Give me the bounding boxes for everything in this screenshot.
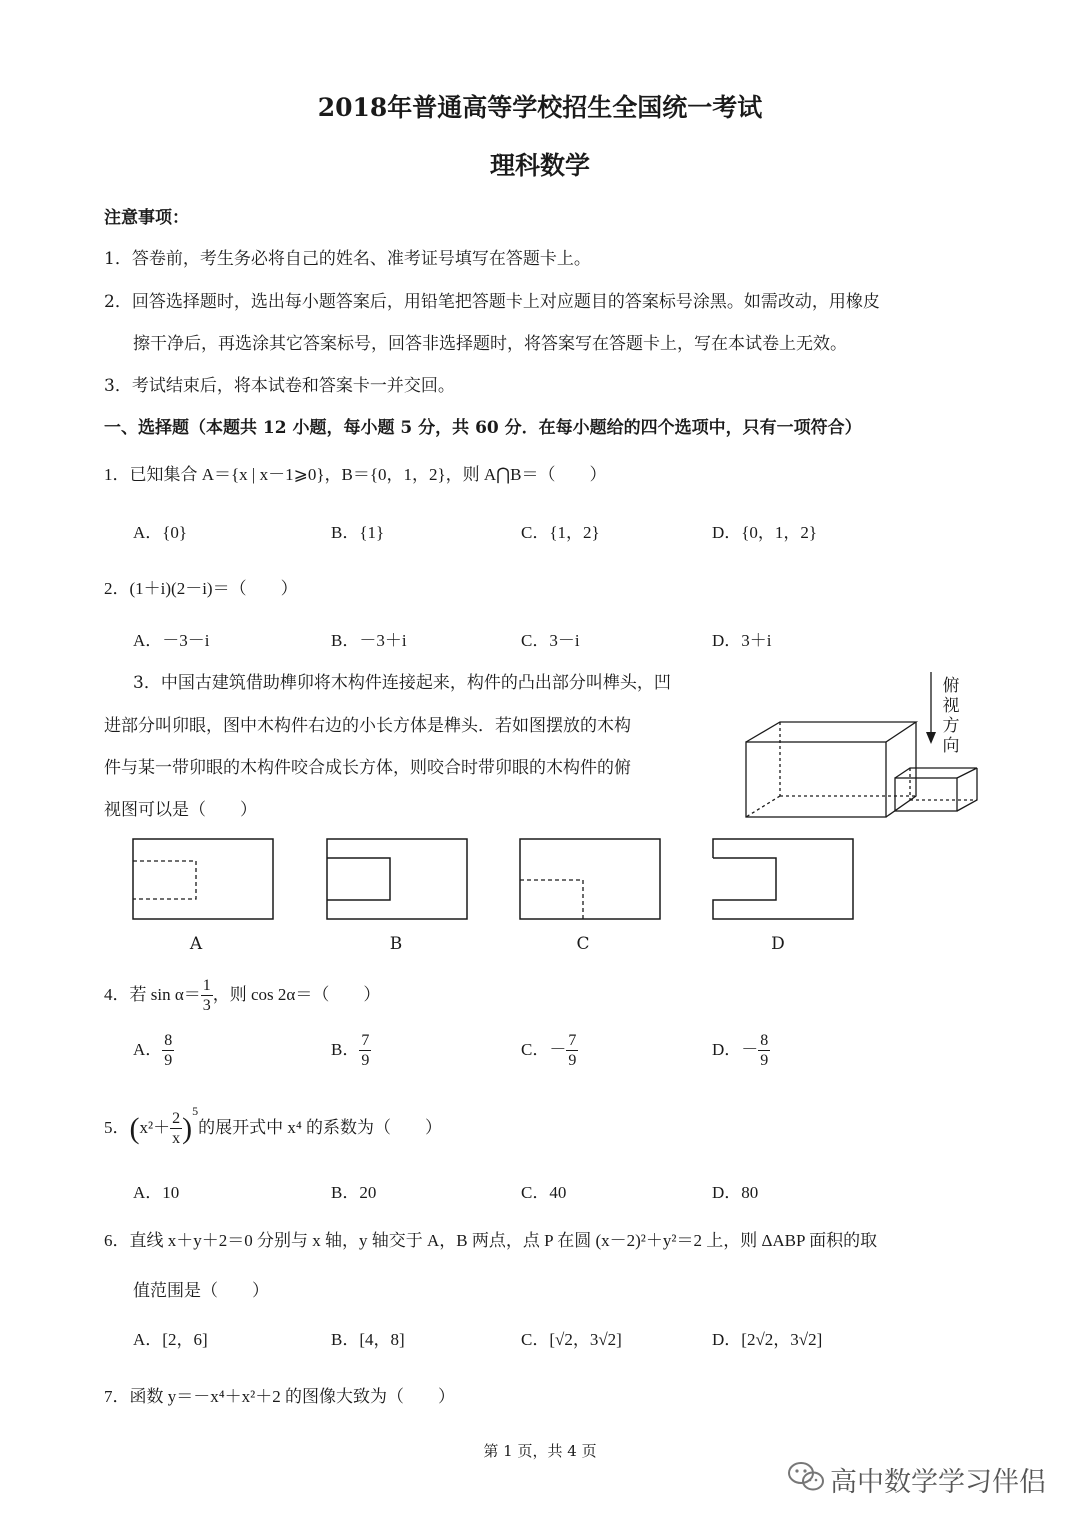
- q1-option-d: D．{0，1，2}: [712, 523, 818, 542]
- q4-option-b-num: 7: [361, 1032, 370, 1049]
- q2-option-d: D．3＋i: [712, 631, 772, 650]
- q3-line-1: 3．中国古建筑借助榫卯将木构件连接起来，构件的凸出部分叫榫头，凹: [133, 673, 671, 693]
- q4-suffix: ，则 cos 2α＝（ ）: [212, 984, 381, 1004]
- watermark-text: 高中数学学习伴侣: [830, 1467, 1046, 1498]
- q5-option-a: A．10: [133, 1183, 180, 1202]
- view-option-c-figure: [517, 836, 665, 924]
- q4-option-c-label: C．: [521, 1039, 550, 1059]
- q3-line-3: 件与某一带卯眼的木构件咬合成长方体，则咬合时带卯眼的木构件的俯: [104, 758, 631, 778]
- note-item-2: 2．回答选择题时，选出每小题答案后，用铅笔把答题卡上对应题目的答案标号涂黑。如需改动，用橡皮: [104, 292, 880, 312]
- view-option-d-figure: [710, 836, 858, 924]
- page-footer: 第 1 页，共 4 页: [483, 1442, 597, 1460]
- note-item-1: 1．答卷前，考生务必将自己的姓名、准考证号填写在答题卡上。: [104, 249, 591, 269]
- q5-option-b: B．20: [331, 1183, 377, 1202]
- q4-option-c: [521, 1033, 578, 1069]
- view-label-b: B: [389, 934, 403, 954]
- q4-option-d-num: 8: [760, 1032, 769, 1049]
- q1-option-b: B．{1}: [331, 523, 385, 542]
- q4-option-c-num: 7: [568, 1032, 577, 1049]
- q4-option-a-den: 9: [164, 1052, 173, 1069]
- q4-stem: [104, 978, 380, 1014]
- q4-option-c-sign: －: [549, 1039, 567, 1059]
- note-item-2-cont: 擦干净后，再选涂其它答案标号，回答非选择题时，将答案写在答题卡上，写在本试卷上无效。: [133, 334, 847, 354]
- q4-frac-num: 1: [202, 977, 211, 994]
- q5-frac-den: x: [172, 1130, 181, 1148]
- q4-prefix: 4．若 sin α＝: [104, 984, 201, 1004]
- view-char-2: 视: [942, 696, 960, 716]
- view-char-1: 俯: [942, 676, 960, 696]
- view-option-a-figure: [130, 836, 278, 924]
- q4-option-d-den: 9: [760, 1052, 769, 1069]
- view-direction-label: [940, 676, 962, 756]
- q4-option-a: [133, 1033, 174, 1069]
- q6-option-b: B．[4，8]: [331, 1330, 405, 1349]
- q5-stem: 5．(x²＋ $\frac{2}{x}$ )$^5$的展开式中 x⁴ 的系数为（ ）: [104, 1104, 443, 1148]
- exam-title: 2018年普通高等学校招生全国统一考试: [317, 93, 763, 122]
- q1-option-a: A．{0}: [133, 523, 188, 542]
- q3-line-2: 进部分叫卯眼，图中木构件右边的小长方体是榫头．若如图摆放的木构: [104, 716, 631, 736]
- section-heading: 一、选择题（本题共 12 小题，每小题 5 分，共 60 分．在每小题给的四个选项中，只有一项符合）: [104, 418, 862, 438]
- q7-stem: 7．函数 y＝－x⁴＋x²＋2 的图像大致为（ ）: [104, 1387, 456, 1406]
- q4-option-a-num: 8: [164, 1032, 173, 1049]
- q5-number: 5．: [104, 1118, 130, 1137]
- q4-option-c-den: 9: [568, 1052, 577, 1069]
- q2-option-c: C．3－i: [521, 631, 580, 650]
- q5-option-d: D．80: [712, 1183, 759, 1202]
- q6-option-c: C．[√2，3√2]: [521, 1330, 622, 1349]
- notes-heading: 注意事项：: [104, 208, 189, 228]
- view-char-4: 向: [942, 736, 960, 756]
- q5-suffix: 的展开式中 x⁴ 的系数为（ ）: [198, 1118, 443, 1137]
- q4-option-b: [331, 1033, 371, 1069]
- exam-subtitle: 理科数学: [489, 151, 590, 180]
- q6-option-a: A．[2，6]: [133, 1330, 208, 1349]
- q4-option-a-label: A．: [133, 1039, 163, 1059]
- q4-option-d-label: D．: [712, 1039, 742, 1059]
- q4-fraction: [201, 978, 213, 1014]
- q6-line-1: 6．直线 x＋y＋2＝0 分别与 x 轴，y 轴交于 A，B 两点，点 P 在圆 (x－2)²＋y²＝2 上，则 ΔABP 面积的取: [104, 1231, 878, 1250]
- q4-option-b-den: 9: [361, 1052, 370, 1069]
- q2-stem: 2．(1＋i)(2－i)＝（ ）: [104, 579, 298, 598]
- q6-option-d: D．[2√2，3√2]: [712, 1330, 823, 1349]
- q1-stem: 1．已知集合 A＝{x | x－1⩾0}，B＝{0，1，2}，则 A⋂B＝（ ）: [104, 465, 607, 484]
- q1-option-c: C．{1，2}: [521, 523, 600, 542]
- view-label-c: C: [576, 934, 590, 954]
- view-label-a: A: [189, 934, 203, 954]
- q5-base: x²＋: [139, 1118, 171, 1137]
- q3-line-4: 视图可以是（ ）: [104, 800, 257, 820]
- q4-option-d: [712, 1033, 770, 1069]
- note-item-3: 3．考试结束后，将本试卷和答案卡一并交回。: [104, 376, 455, 396]
- wechat-icon: [786, 1460, 826, 1494]
- q4-option-d-sign: －: [741, 1039, 759, 1059]
- q4-option-b-label: B．: [331, 1039, 360, 1059]
- view-char-3: 方: [942, 716, 960, 736]
- q6-line-2: 值范围是（ ）: [133, 1281, 269, 1301]
- view-option-b-figure: [324, 836, 472, 924]
- q2-option-b: B．－3＋i: [331, 631, 407, 650]
- q4-frac-den: 3: [202, 997, 211, 1014]
- q5-exponent: 5: [192, 1104, 199, 1118]
- q5-frac-num: 2: [172, 1110, 181, 1128]
- view-label-d: D: [771, 934, 785, 954]
- arrow-down-icon: [926, 732, 936, 744]
- q5-option-c: C．40: [521, 1183, 567, 1202]
- q2-option-a: A．－3－i: [133, 631, 210, 650]
